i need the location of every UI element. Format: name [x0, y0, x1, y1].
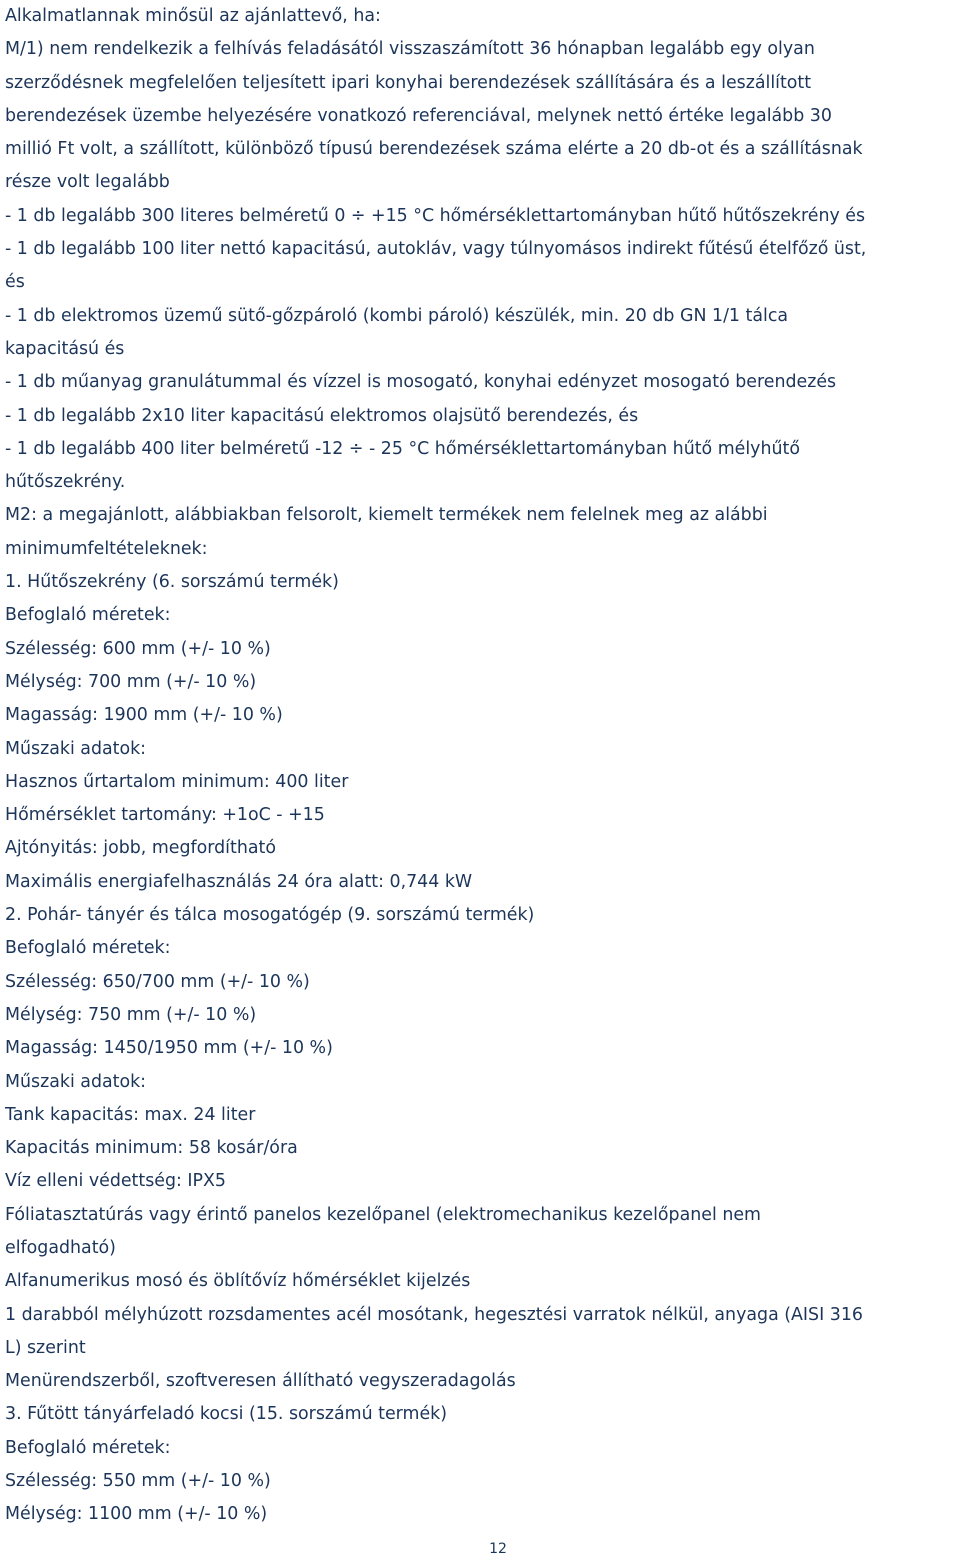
text-line: - 1 db elektromos üzemű sütő-gőzpároló (kombi pároló) készülék, min. 20 db GN 1/1 tálca	[5, 305, 789, 326]
text-line: Víz elleni védettség: IPX5	[5, 1171, 226, 1192]
text-line: Befoglaló méretek:	[5, 605, 171, 626]
page-number: 12	[489, 1541, 507, 1557]
text-line: és	[5, 272, 25, 293]
document-body	[5, 0, 957, 1532]
text-line: Befoglaló méretek:	[5, 1437, 171, 1458]
text-line: berendezések üzembe helyezésére vonatkozó referenciával, melynek nettó értéke legalább 30	[5, 105, 832, 126]
text-line: Hőmérséklet tartomány: +1oC - +15	[5, 805, 325, 826]
text-line: Menürendszerből, szoftveresen állítható vegyszeradagolás	[5, 1371, 516, 1392]
text-line: Alfanumerikus mosó és öblítővíz hőmérséklet kijelzés	[5, 1271, 471, 1292]
text-line: minimumfeltételeknek:	[5, 538, 208, 559]
text-line: Mélység: 750 mm (+/- 10 %)	[5, 1004, 257, 1025]
text-line: Szélesség: 650/700 mm (+/- 10 %)	[5, 971, 310, 992]
text-line: M2: a megajánlott, alábbiakban felsorolt, kiemelt termékek nem felelnek meg az alábbi	[5, 505, 768, 526]
text-line: Fóliatasztatúrás vagy érintő panelos kezelőpanel (elektromechanikus kezelőpanel nem	[5, 1204, 761, 1225]
text-line: 3. Fűtött tányárfeladó kocsi (15. sorszámú termék)	[5, 1404, 448, 1425]
text-line: - 1 db legalább 100 liter nettó kapacitású, autokláv, vagy túlnyomásos indirekt fűtésű ételfőző üst,	[5, 239, 867, 260]
text-line: hűtőszekrény.	[5, 472, 126, 493]
text-line: Mélység: 1100 mm (+/- 10 %)	[5, 1504, 268, 1525]
text-line: kapacitású és	[5, 338, 125, 359]
text-line: Műszaki adatok:	[5, 738, 147, 759]
text-line: millió Ft volt, a szállított, különböző típusú berendezések száma elérte a 20 db-ot és a szállításnak	[5, 139, 863, 160]
text-line: Magasság: 1450/1950 mm (+/- 10 %)	[5, 1038, 333, 1059]
text-line: - 1 db legalább 400 liter belméretű -12 ÷ - 25 °C hőmérséklettartományban hűtő mélyhűtő	[5, 438, 800, 459]
text-line: Maximális energiafelhasználás 24 óra alatt: 0,744 kW	[5, 871, 473, 892]
text-line: Műszaki adatok:	[5, 1071, 147, 1092]
text-line: Ajtónyitás: jobb, megfordítható	[5, 838, 276, 859]
text-line: Kapacitás minimum: 58 kosár/óra	[5, 1138, 298, 1159]
text-line: Alkalmatlannak minősül az ajánlattevő, ha:	[5, 6, 381, 26]
text-line: L) szerint	[5, 1337, 86, 1358]
text-line: Magasság: 1900 mm (+/- 10 %)	[5, 705, 283, 726]
text-line: Tank kapacitás: max. 24 liter	[5, 1104, 256, 1125]
text-line: része volt legalább	[5, 172, 170, 193]
text-line: 2. Pohár- tányér és tálca mosogatógép (9. sorszámú termék)	[5, 905, 535, 926]
text-line: - 1 db legalább 300 literes belméretű 0 ÷ +15 °C hőmérséklettartományban hűtő hűtőszekrény és	[5, 205, 866, 226]
text-line: Hasznos űrtartalom minimum: 400 liter	[5, 771, 349, 792]
text-line: szerződésnek megfelelően teljesített ipari konyhai berendezések szállítására és a leszállított	[5, 72, 812, 93]
text-line: - 1 db legalább 2x10 liter kapacitású elektromos olajsütő berendezés, és	[5, 405, 639, 426]
text-line: Szélesség: 550 mm (+/- 10 %)	[5, 1471, 271, 1492]
text-line: 1 darabból mélyhúzott rozsdamentes acél mosótank, hegesztési varratok nélkül, anyaga (AISI 316	[5, 1304, 863, 1325]
text-line: M/1) nem rendelkezik a felhívás feladásától visszaszámított 36 hónapban legalább egy olyan	[5, 39, 815, 60]
text-line: elfogadható)	[5, 1237, 116, 1258]
text-line: Mélység: 700 mm (+/- 10 %)	[5, 671, 257, 692]
text-line: - 1 db műanyag granulátummal és vízzel is mosogató, konyhai edényzet mosogató berendezés	[5, 372, 837, 393]
text-line: Befoglaló méretek:	[5, 938, 171, 959]
text-line: Szélesség: 600 mm (+/- 10 %)	[5, 638, 271, 659]
text-line: 1. Hűtőszekrény (6. sorszámú termék)	[5, 572, 339, 593]
